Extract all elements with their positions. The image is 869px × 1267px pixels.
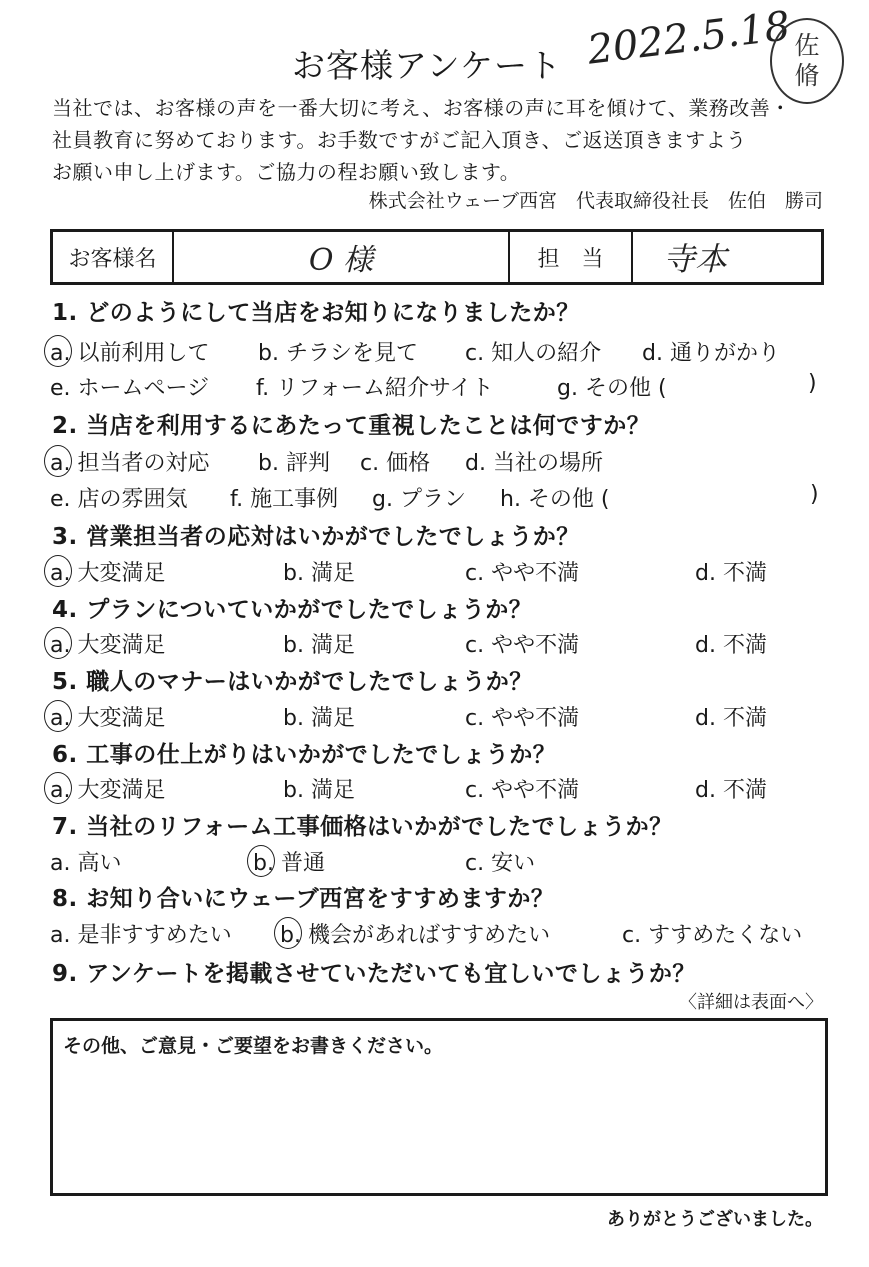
comment-box-label: その他、ご意見・ご要望をお書きください。: [63, 1035, 444, 1057]
handwritten-date: 2022.5.18: [585, 3, 793, 74]
q4-option-c: c. やや不満: [465, 633, 580, 658]
question-2: 2. 当店を利用するにあたって重視したことは何ですか？: [52, 413, 651, 439]
seal-char-2: 脩: [794, 61, 820, 90]
q6-option-d: d. 不満: [695, 778, 767, 803]
question-6: 6. 工事の仕上がりはいかがでしたでしょうか？: [52, 742, 557, 768]
answer-circle-q2: [44, 445, 72, 477]
q2-option-h: h. その他 (: [500, 487, 610, 512]
q1-option-g: g. その他 (: [557, 376, 667, 401]
q1-option-f: f. リフォーム紹介サイト: [256, 376, 494, 401]
q4-option-b: b. 満足: [283, 633, 355, 658]
q1-option-g-close: ): [808, 371, 817, 396]
answer-circle-q3: [44, 555, 72, 587]
customer-name-label: お客様名: [53, 232, 174, 282]
question-5: 5. 職人のマナーはいかがでしたでしょうか？: [52, 669, 533, 695]
comment-box[interactable]: [50, 1018, 828, 1196]
q1-option-c: c. 知人の紹介: [465, 341, 602, 366]
q1-option-d: d. 通りがかり: [642, 341, 780, 366]
q2-option-b: b. 評判: [258, 451, 330, 476]
question-7: 7. 当社のリフォーム工事価格はいかがでしたでしょうか？: [52, 814, 673, 840]
answer-circle-q1: [44, 335, 72, 367]
q3-option-a: a. 大変満足: [50, 561, 166, 586]
q6-option-a: a. 大変満足: [50, 778, 166, 803]
detail-note: 〈詳細は表面へ〉: [679, 992, 823, 1013]
q1-option-e: e. ホームページ: [50, 376, 210, 401]
intro-line-3: お願い申し上げます。ご協力の程お願い致します。: [52, 160, 521, 184]
answer-circle-q6: [44, 772, 72, 804]
intro-line-2: 社員教育に努めております。お手数ですがご記入頂き、ご返送頂きますよう: [52, 128, 747, 152]
q4-option-a: a. 大変満足: [50, 633, 166, 658]
q3-option-d: d. 不満: [695, 561, 767, 586]
question-4: 4. プランについていかがでしたでしょうか？: [52, 597, 533, 623]
q7-option-c: c. 安い: [465, 851, 536, 876]
q2-option-f: f. 施工事例: [230, 487, 339, 512]
staff-value: 寺本: [663, 240, 728, 278]
answer-circle-q8: [274, 917, 302, 949]
answer-circle-q4: [44, 627, 72, 659]
staff-label: 担 当: [510, 232, 633, 282]
survey-title: お客様アンケート: [292, 46, 563, 85]
q3-option-b: b. 満足: [283, 561, 355, 586]
answer-circle-q7: [247, 845, 275, 877]
q5-option-c: c. やや不満: [465, 706, 580, 731]
q7-option-b: b. 普通: [253, 851, 325, 876]
q8-option-c: c. すすめたくない: [622, 923, 803, 948]
q6-option-c: c. やや不満: [465, 778, 580, 803]
question-1: 1. どのようにして当店をお知りになりましたか？: [52, 300, 580, 326]
q2-option-c: c. 価格: [360, 451, 431, 476]
question-9: 9. アンケートを掲載させていただいても宜しいでしょうか？: [52, 961, 696, 987]
customer-name-value: O 様: [174, 232, 510, 282]
q1-option-b: b. チラシを見て: [258, 341, 418, 366]
thanks-message: ありがとうございました。: [607, 1209, 823, 1230]
seal-char-1: 佐: [794, 31, 820, 60]
q5-option-b: b. 満足: [283, 706, 355, 731]
q2-option-a: a. 担当者の対応: [50, 451, 210, 476]
q5-option-d: d. 不満: [695, 706, 767, 731]
q3-option-c: c. やや不満: [465, 561, 580, 586]
q5-option-a: a. 大変満足: [50, 706, 166, 731]
q8-option-b: b. 機会があればすすめたい: [280, 923, 551, 948]
customer-info-table: [50, 229, 824, 285]
question-3: 3. 営業担当者の応対はいかがでしたでしょうか？: [52, 524, 580, 550]
q2-option-d: d. 当社の場所: [465, 451, 603, 476]
q1-option-a: a. 以前利用して: [50, 341, 210, 366]
q7-option-a: a. 高い: [50, 851, 122, 876]
question-8: 8. お知り合いにウェーブ西宮をすすめますか？: [52, 886, 555, 912]
q2-option-e: e. 店の雰囲気: [50, 487, 188, 512]
company-signature: 株式会社ウェーブ西宮 代表取締役社長 佐伯 勝司: [368, 190, 823, 212]
answer-circle-q5: [44, 700, 72, 732]
q2-option-g: g. プラン: [372, 487, 466, 512]
intro-line-1: 当社では、お客様の声を一番大切に考え、お客様の声に耳を傾けて、業務改善・: [52, 96, 791, 120]
q6-option-b: b. 満足: [283, 778, 355, 803]
q2-option-h-close: ): [810, 482, 819, 507]
q8-option-a: a. 是非すすめたい: [50, 923, 232, 948]
q4-option-d: d. 不満: [695, 633, 767, 658]
